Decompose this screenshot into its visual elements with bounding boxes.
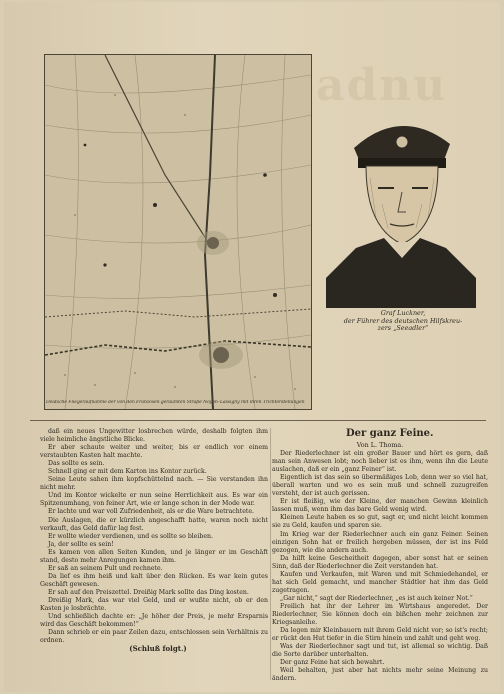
bleed-through-text: adnu bbox=[316, 60, 448, 111]
paragraph: Da legen mir Kleinbauern mit ihrem Geld nicht vor; so ist's recht; er rückt den Hut tiefer in die Stirn hinein und zahlt und geht weg. bbox=[272, 627, 488, 643]
section-divider bbox=[30, 420, 486, 421]
portrait-caption bbox=[326, 310, 480, 333]
paragraph: Er aber schaute weiter und weiter, bis er endlich vor einem verstaubten Kasten halt machte. bbox=[40, 444, 268, 460]
paragraph: Da lief es ihm heiß und kalt über den Rücken. Es war kein gutes Geschäft gewesen. bbox=[40, 572, 268, 588]
paragraph: Er lachte und war voll Zufriedenheit, als er die Ware betrachtete. bbox=[48, 508, 254, 516]
paragraph: Der Riederlechner ist ein großer Bauer und hört es gern, daß man sein Anwesen lobt; noch lieber ist es ihm, wenn ihn die Leute auslachen, daß er ein „ganz Feiner“ ist. bbox=[272, 450, 488, 474]
aerial-photo-caption: Deutsche Fliegeraufnahme der von den Franzosen geräumten Straße Noyon–Lassigny mit ihren Trichterstellungen bbox=[46, 400, 305, 405]
paragraph: Seine Leute sahen ihm kopfschüttelnd nach. — Sie verstanden ihn nicht mehr. bbox=[40, 476, 268, 492]
portrait-caption-line: der Führer des deutschen Hilfskreu- bbox=[343, 316, 463, 325]
paragraph: Die Auslagen, die er kürzlich angeschafft hatte, waren noch nicht verkauft, das Geld dafür lag fest. bbox=[40, 516, 268, 532]
paragraph: Der ganz Feine hat sich bewahrt. bbox=[280, 659, 385, 667]
portrait-graf-luckner bbox=[326, 108, 476, 308]
paragraph: Im Krieg war der Riederlechner auch ein ganz Feiner. Seinen einzigen Sohn hat er freilich hergeben müssen, der ist ins Feld gezogen, wie die andern auch. bbox=[272, 530, 488, 554]
to-be-continued-note: (Schluß folgt.) bbox=[129, 644, 187, 654]
portrait-illustration bbox=[326, 108, 476, 308]
aerial-photograph bbox=[44, 54, 312, 410]
paragraph: Und im Kontor wickelte er nun seine Herrlichkeit aus. Es war ein Spitzenumhang, von feiner Art, wie er lange schon in der Mode war. bbox=[40, 492, 268, 508]
paragraph: Dann schrieb er ein paar Zeilen dazu, entschlossen sein Verhältnis zu ordnen. bbox=[40, 629, 268, 645]
left-text-column bbox=[40, 428, 268, 686]
story-author: Von L. Thoma. bbox=[356, 441, 404, 449]
paragraph: Es kamen von allen Seiten Kunden, und je länger er im Geschäft stand, desto mehr Anregungen kamen ihm. bbox=[40, 548, 268, 564]
paragraph: Eigentlich ist das sein so übermäßiges Lob, denn wer so viel hat, überall warten und wo es sein muß und schnell zuzugreifen versteht, der ist auch gerissen. bbox=[272, 474, 488, 498]
paragraph: Er wollte wieder verdienen, und es sollte so bleiben. bbox=[48, 532, 213, 540]
aerial-photo-illustration bbox=[45, 55, 311, 409]
paragraph: Kaufen und Verkaufen, mit Waren und mit Schmiedehandel, er hat sich Geld gemacht, und mancher Städtler hat ihm das Geld zugetragen. bbox=[272, 570, 488, 594]
right-text-column bbox=[272, 428, 488, 686]
portrait-caption-line: zers „Seeadler“ bbox=[377, 324, 429, 333]
portrait-signature: W.TB 1917 bbox=[438, 291, 471, 298]
paragraph: Weil behalten, just aber hat nichts mehr seine Meinung zu ändern. bbox=[272, 667, 488, 683]
portrait-caption-line: Graf Luckner, bbox=[380, 309, 426, 317]
paragraph: Schnell ging er mit dem Karton ins Kontor zurück. bbox=[48, 468, 207, 476]
paragraph: Was der Riederlechner sagt und tut, ist allemal so wichtig. Daß die Sorte darüber unterhalten. bbox=[272, 643, 488, 659]
paragraph: Freilich hat ihr der Lehrer im Wirtshaus angeredet. Der Riederlechner, Sie können doch ein bißchen mehr zeichnen zur Kriegsanleihe. bbox=[272, 602, 488, 627]
paragraph: Das sollte es sein. bbox=[48, 460, 105, 468]
paragraph: „Gar nicht,“ sagt der Riederlechner, „es ist auch keiner Not.“ bbox=[280, 594, 473, 602]
paragraph: Dreißig Mark, das war viel Geld, und er wußte nicht, ob er den Kasten je losbrächte. bbox=[40, 596, 268, 613]
paragraph: Da hilft keine Gescheitheit dagegen, aber sonst hat er seinen Sinn, daß der Riederlechner die Zeit verstanden hat. bbox=[272, 554, 488, 570]
paragraph: Ja, der sollte es sein! bbox=[48, 540, 114, 548]
paragraph: Er saß an seinem Pult und rechnete. bbox=[48, 564, 163, 572]
paragraph: Er ist fleißig, wie der Kleine, der manchen Gewinn kleinlich lassen muß, wenn ihm das bare Geld wenig wird. bbox=[272, 498, 488, 514]
story-title: Der ganz Feine. bbox=[346, 428, 434, 439]
paragraph: daß ein neues Ungewitter losbrechen würde, deshalb folgten ihm viele heimliche ängstliche Blicke. bbox=[40, 428, 268, 444]
paragraph: Und schließlich dachte er: „Je höher der Preis, je mehr Ersparnis wird das Geschäft bekommen!“ bbox=[40, 613, 268, 629]
paragraph: Kleinen Leute haben es so gut, sagt er, und nicht leicht kommen sie zu Geld, kaufen und sparen sie. bbox=[272, 514, 488, 530]
column-divider bbox=[270, 428, 271, 680]
paragraph: Er sah auf den Preiszettel. Dreißig Mark sollte das Ding kosten. bbox=[48, 588, 249, 596]
